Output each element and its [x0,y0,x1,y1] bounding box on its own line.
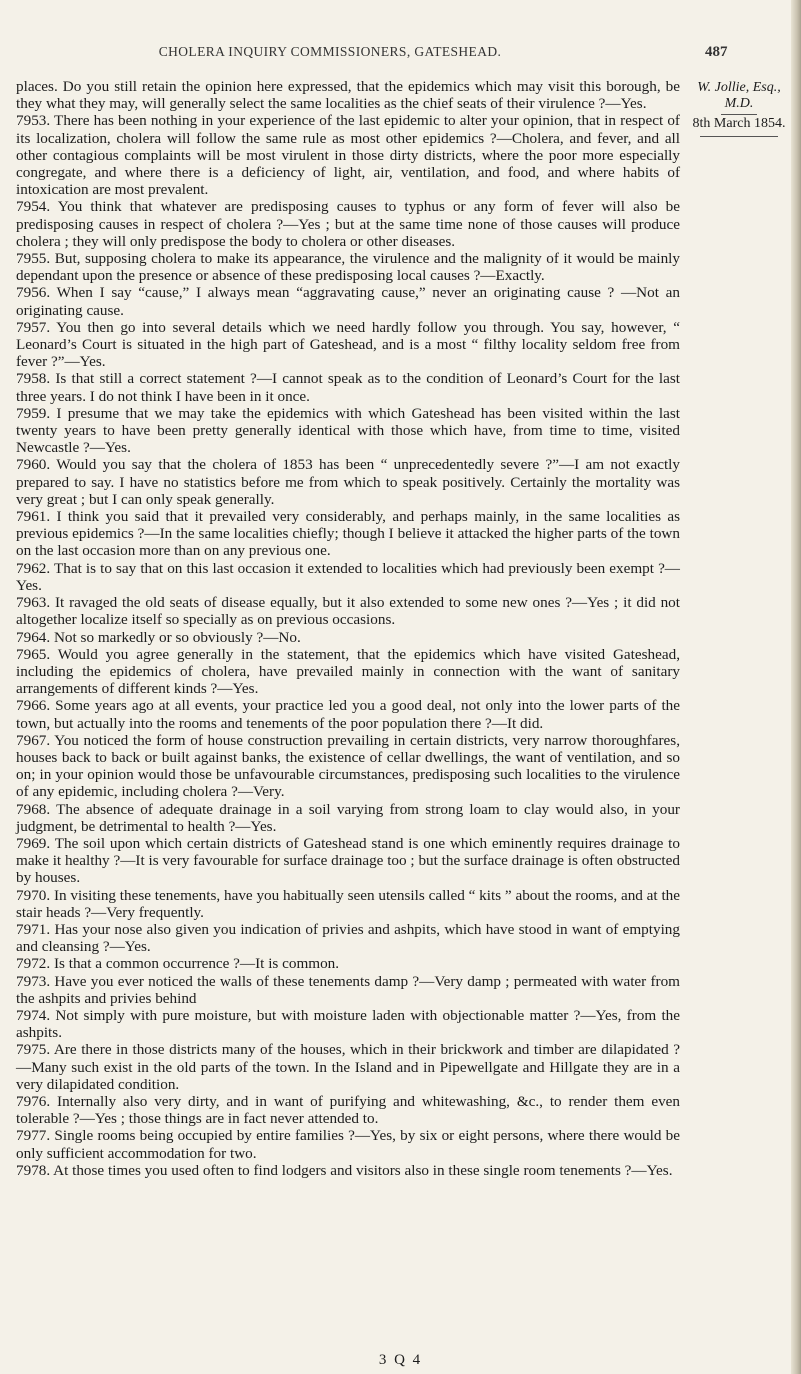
testimony-paragraph: 7978. At those times you used often to find lodgers and visitors also in these single room tenements ?—Yes. [16,1161,673,1179]
testimony-paragraph: 7965. Would you agree generally in the statement, that the epidemics which have visited Gateshead, including the epidemics of cholera, have prevailed mainly in connection with the want of sanitary arrangements of different kinds ?—Yes. [16,645,680,698]
witness-name: W. Jollie, Esq., M.D. [697,80,781,111]
testimony-paragraph: 7957. You then go into several details which we need hardly follow you through. You say, however, “ Leonard’s Court is situated in the high part of Gateshead, and is a most “ filthy locality seldom free from fever ?”—Yes. [16,318,680,371]
testimony-paragraph: 7959. I presume that we may take the epidemics with which Gateshead has been visited within the last twenty years to have been pretty generally identical with those which have, from time to time, visited Newcastle ?—Yes. [16,404,680,457]
testimony-paragraph: 7962. That is to say that on this last occasion it extended to localities which had previously been exempt ?—Yes. [16,559,680,594]
body-text [16,78,680,1179]
testimony-paragraph: 7961. I think you said that it prevailed very considerably, and perhaps mainly, in the same localities as previous epidemics ?—In the same localities chiefly; though I believe it attacked the higher parts of the town on the last occasion more than on any previous one. [16,508,680,560]
testimony-paragraph: 7970. In visiting these tenements, have you habitually seen utensils called “ kits ” about the rooms, and at the stair heads ?—Very frequently. [16,886,680,921]
margin-note [683,80,795,137]
testimony-paragraph: 7968. The absence of adequate drainage in a soil varying from strong loam to clay would also, in your judgment, be detrimental to health ?—Yes. [16,800,680,835]
testimony-paragraph: 7955. But, supposing cholera to make its appearance, the virulence and the malignity of it would be mainly dependant upon the presence or absence of these predisposing local causes ?—Exactly. [16,250,680,285]
hearing-date: 8th March 1854. [692,116,786,131]
testimony-paragraph: 7969. The soil upon which certain districts of Gateshead stand is one which eminently requires drainage to make it healthy ?—It is very favourable for surface drainage too ; but the surface drainage is often obstructed by houses. [16,834,680,887]
testimony-paragraph: 7974. Not simply with pure moisture, but with moisture laden with objectionable matter ?—Yes, from the ashpits. [16,1006,680,1042]
signature-mark: 3 Q 4 [378,1352,423,1368]
testimony-paragraph: 7964. Not so markedly or so obviously ?—No. [16,628,301,646]
testimony-paragraph: 7967. You noticed the form of house construction prevailing in certain districts, very narrow thoroughfares, houses back to back or built against banks, the existence of cellar dwellings, the want of ventilation, and so on; in your opinion would those be unfavourable circumstances, predisposing such localities to the virulence of any epidemic, including cholera ?—Very. [16,731,680,801]
testimony-paragraph: 7966. Some years ago at all events, your practice led you a good deal, not only into the lower parts of the town, but actually into the rooms and tenements of the poor population there ?—It did. [16,697,680,732]
page-number: 487 [705,44,728,60]
testimony-paragraph: 7953. There has been nothing in your experience of the last epidemic to alter your opinion, that in respect of its localization, cholera will follow the same rule as most other epidemics ?—Cholera, and fever, and all other contagious complaints will be most virulent in those dirty districts, where the poor more especially congregate, and where there is a deficiency of light, air, ventilation, and food, and where habits of intoxication are most prevalent. [16,112,680,199]
testimony-paragraph: 7958. Is that still a correct statement ?—I cannot speak as to the condition of Leonard’s Court for the last three years. I do not think I have been in it once. [16,370,680,405]
running-title: CHOLERA INQUIRY COMMISSIONERS, GATESHEAD. [158,44,502,59]
testimony-paragraph: 7975. Are there in those districts many of the houses, which in their brickwork and timber are dilapidated ?—Many such exist in the old parts of the town. In the Island and in Pipewellgate and Hillgate they are in a very dilapidated condition. [16,1041,680,1093]
running-header [0,44,801,64]
testimony-paragraph: 7960. Would you say that the cholera of 1853 has been “ unprecedentedly severe ?”—I am not exactly prepared to say. I have no statistics before me from which to speak positively. Certainly the mortality was very great ; but I can only speak generally. [16,456,680,508]
page-edge [791,0,801,1374]
testimony-paragraph: 7956. When I say “cause,” I always mean “aggravating cause,” never an originating cause ? —Not an originating cause. [16,284,680,319]
testimony-paragraph: 7954. You think that whatever are predisposing causes to typhus or any form of fever will also be predisposing causes in respect of cholera ?—Yes ; but at the same time none of those causes will produce cholera ; they will only predispose the body to cholera or other diseases. [16,198,680,250]
testimony-paragraph: 7973. Have you ever noticed the walls of these tenements damp ?—Very damp ; permeated with water from the ashpits and privies behind [16,972,680,1007]
side-rule-long [700,136,778,137]
testimony-paragraph: 7971. Has your nose also given you indication of privies and ashpits, which have stood in want of emptying and cleansing ?—Yes. [16,920,680,956]
testimony-paragraph: 7963. It ravaged the old seats of disease equally, but it also extended to some new ones ?—Yes ; it did not altogether localize itself so specially as on previous occasions. [16,594,680,629]
testimony-paragraph: places. Do you still retain the opinion here expressed, that the epidemics which may visit this borough, be they what they may, will generally select the same localities as the chief seats of their virulence ?—Yes. [16,78,680,113]
side-rule-short [721,114,757,115]
testimony-paragraph: 7972. Is that a common occurrence ?—It is common. [16,955,340,973]
testimony-paragraph: 7977. Single rooms being occupied by entire families ?—Yes, by six or eight persons, where there would be only sufficient accommodation for two. [16,1127,680,1162]
testimony-paragraph: 7976. Internally also very dirty, and in want of purifying and whitewashing, &c., to render them even tolerable ?—Yes ; those things are in fact never attended to. [16,1092,680,1128]
